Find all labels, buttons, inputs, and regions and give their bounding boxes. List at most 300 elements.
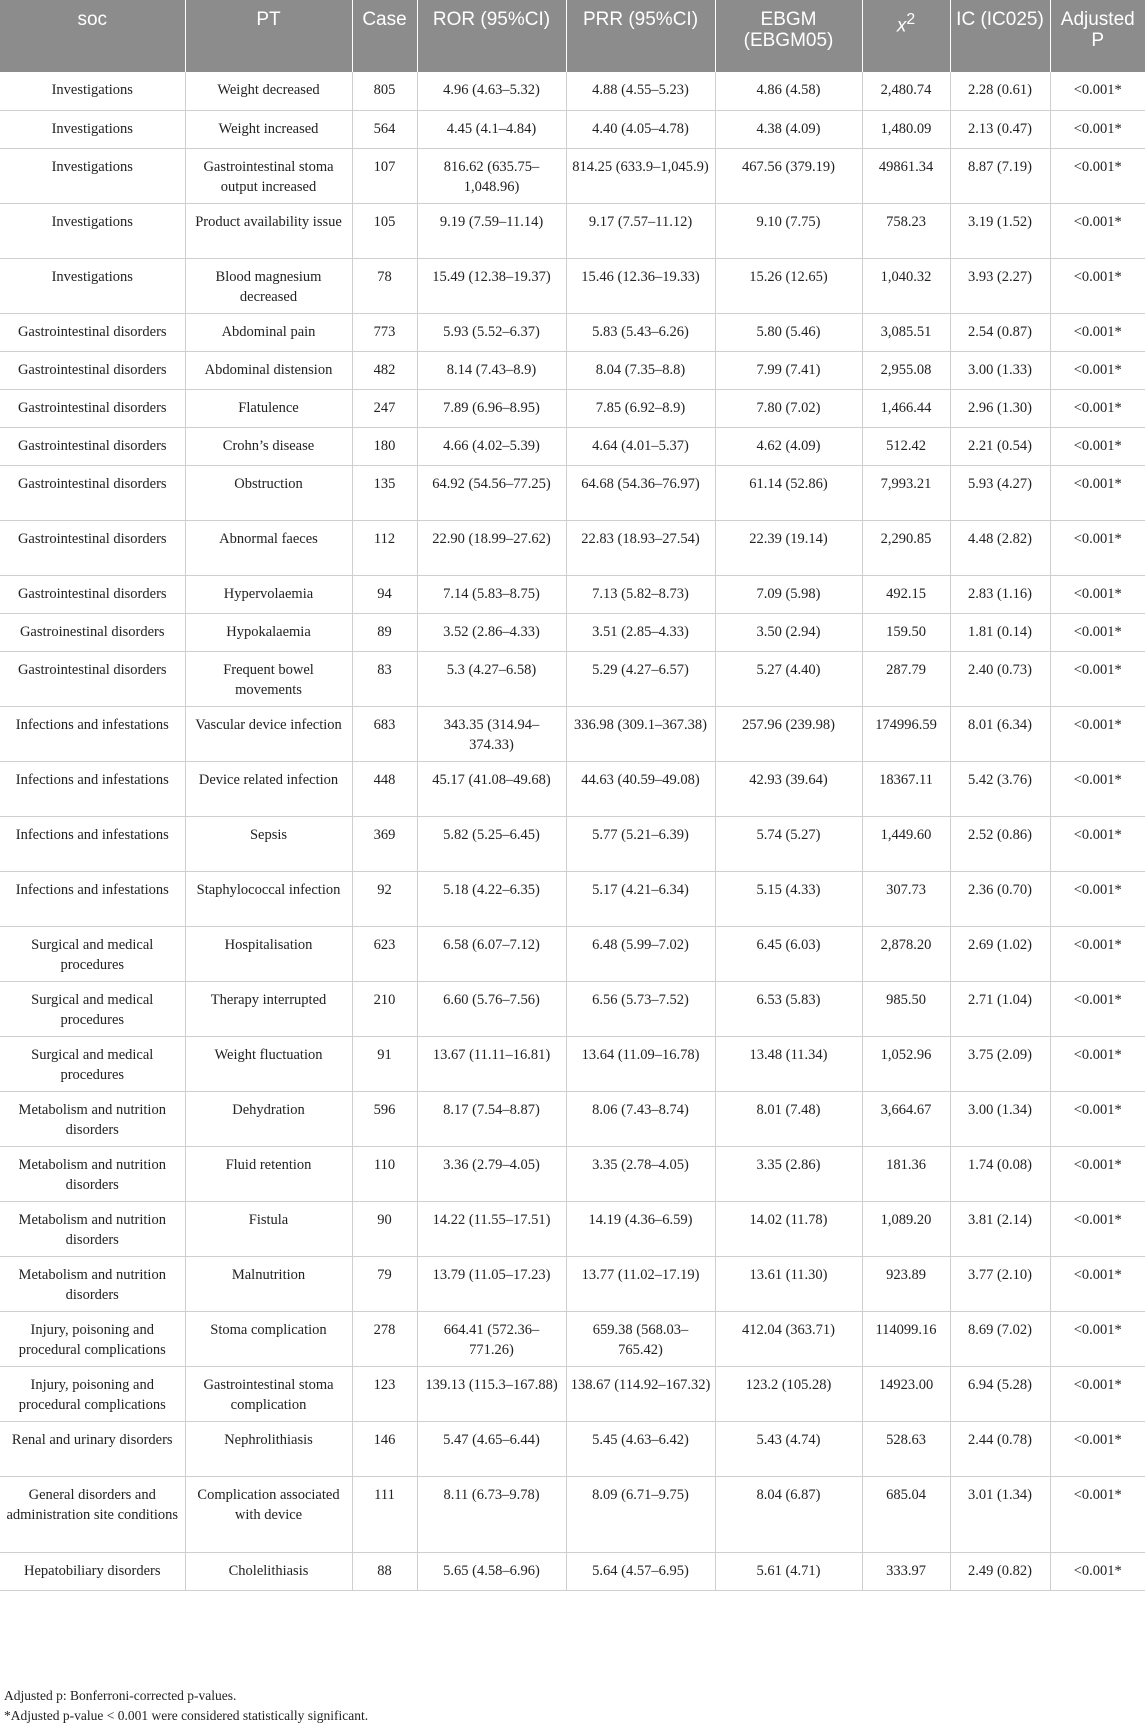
cell-ror: 816.62 (635.75–1,048.96) xyxy=(417,148,566,203)
cell-ror: 13.79 (11.05–17.23) xyxy=(417,1256,566,1311)
cell-ebgm: 5.43 (4.74) xyxy=(715,1421,862,1476)
cell-pt: Hospitalisation xyxy=(185,926,352,981)
cell-ror: 13.67 (11.11–16.81) xyxy=(417,1036,566,1091)
table-row xyxy=(0,313,1145,351)
cell-case: 83 xyxy=(352,651,417,706)
cell-case: 805 xyxy=(352,72,417,110)
cell-pt: Hypervolaemia xyxy=(185,575,352,613)
cell-soc: Surgical and medical procedures xyxy=(0,926,185,981)
cell-prr: 13.64 (11.09–16.78) xyxy=(566,1036,715,1091)
cell-ebgm: 4.62 (4.09) xyxy=(715,427,862,465)
cell-ebgm: 7.80 (7.02) xyxy=(715,389,862,427)
table-row xyxy=(0,1146,1145,1201)
cell-adjusted-p: <0.001* xyxy=(1050,926,1145,981)
cell-prr: 5.45 (4.63–6.42) xyxy=(566,1421,715,1476)
cell-soc: Investigations xyxy=(0,148,185,203)
cell-case: 773 xyxy=(352,313,417,351)
cell-adjusted-p: <0.001* xyxy=(1050,1256,1145,1311)
cell-case: 623 xyxy=(352,926,417,981)
cell-soc: General disorders and administration site conditions xyxy=(0,1476,185,1552)
cell-chi-square: 181.36 xyxy=(862,1146,950,1201)
header-chi-superscript: 2 xyxy=(906,11,916,28)
cell-ic: 2.96 (1.30) xyxy=(950,389,1050,427)
cell-case: 94 xyxy=(352,575,417,613)
cell-case: 88 xyxy=(352,1552,417,1590)
cell-ror: 64.92 (54.56–77.25) xyxy=(417,465,566,520)
cell-soc: Investigations xyxy=(0,110,185,148)
cell-ic: 2.44 (0.78) xyxy=(950,1421,1050,1476)
cell-chi-square: 1,480.09 xyxy=(862,110,950,148)
table-row xyxy=(0,1476,1145,1552)
cell-pt: Nephrolithiasis xyxy=(185,1421,352,1476)
cell-prr: 8.09 (6.71–9.75) xyxy=(566,1476,715,1552)
cell-adjusted-p: <0.001* xyxy=(1050,1091,1145,1146)
cell-case: 210 xyxy=(352,981,417,1036)
cell-adjusted-p: <0.001* xyxy=(1050,1201,1145,1256)
cell-ror: 4.66 (4.02–5.39) xyxy=(417,427,566,465)
cell-chi-square: 14923.00 xyxy=(862,1366,950,1421)
cell-adjusted-p: <0.001* xyxy=(1050,72,1145,110)
table-row xyxy=(0,1421,1145,1476)
cell-prr: 3.35 (2.78–4.05) xyxy=(566,1146,715,1201)
cell-prr: 659.38 (568.03–765.42) xyxy=(566,1311,715,1366)
cell-pt: Dehydration xyxy=(185,1091,352,1146)
cell-pt: Device related infection xyxy=(185,761,352,816)
cell-pt: Hypokalaemia xyxy=(185,613,352,651)
cell-ic: 3.19 (1.52) xyxy=(950,203,1050,258)
cell-pt: Vascular device infection xyxy=(185,706,352,761)
cell-soc: Gastrointestinal disorders xyxy=(0,520,185,575)
table-row xyxy=(0,148,1145,203)
cell-adjusted-p: <0.001* xyxy=(1050,1036,1145,1091)
cell-soc: Gastrointestinal disorders xyxy=(0,313,185,351)
cell-soc: Metabolism and nutrition disorders xyxy=(0,1091,185,1146)
cell-case: 112 xyxy=(352,520,417,575)
cell-soc: Infections and infestations xyxy=(0,706,185,761)
cell-pt: Fistula xyxy=(185,1201,352,1256)
cell-ebgm: 257.96 (239.98) xyxy=(715,706,862,761)
cell-ror: 8.17 (7.54–8.87) xyxy=(417,1091,566,1146)
cell-pt: Staphylococcal infection xyxy=(185,871,352,926)
cell-ror: 139.13 (115.3–167.88) xyxy=(417,1366,566,1421)
cell-pt: Stoma complication xyxy=(185,1311,352,1366)
cell-ebgm: 7.99 (7.41) xyxy=(715,351,862,389)
cell-ic: 2.36 (0.70) xyxy=(950,871,1050,926)
cell-prr: 7.13 (5.82–8.73) xyxy=(566,575,715,613)
cell-ebgm: 6.53 (5.83) xyxy=(715,981,862,1036)
table-row xyxy=(0,981,1145,1036)
cell-chi-square: 159.50 xyxy=(862,613,950,651)
cell-soc: Infections and infestations xyxy=(0,761,185,816)
cell-pt: Complication associated with device xyxy=(185,1476,352,1552)
header-ic: IC (IC025) xyxy=(950,0,1050,72)
cell-ror: 5.18 (4.22–6.35) xyxy=(417,871,566,926)
cell-chi-square: 923.89 xyxy=(862,1256,950,1311)
header-ebgm: EBGM (EBGM05) xyxy=(715,0,862,72)
header-prr: PRR (95%CI) xyxy=(566,0,715,72)
cell-soc: Investigations xyxy=(0,72,185,110)
cell-pt: Blood magnesium decreased xyxy=(185,258,352,313)
cell-ic: 3.81 (2.14) xyxy=(950,1201,1050,1256)
cell-soc: Gastrointestinal disorders xyxy=(0,465,185,520)
table-row xyxy=(0,575,1145,613)
cell-adjusted-p: <0.001* xyxy=(1050,981,1145,1036)
cell-soc: Gastrointestinal disorders xyxy=(0,427,185,465)
cell-soc: Injury, poisoning and procedural complications xyxy=(0,1366,185,1421)
cell-prr: 15.46 (12.36–19.33) xyxy=(566,258,715,313)
table-row xyxy=(0,1366,1145,1421)
cell-ebgm: 8.01 (7.48) xyxy=(715,1091,862,1146)
cell-prr: 5.17 (4.21–6.34) xyxy=(566,871,715,926)
cell-pt: Cholelithiasis xyxy=(185,1552,352,1590)
cell-case: 135 xyxy=(352,465,417,520)
cell-adjusted-p: <0.001* xyxy=(1050,427,1145,465)
cell-ic: 3.93 (2.27) xyxy=(950,258,1050,313)
cell-prr: 8.06 (7.43–8.74) xyxy=(566,1091,715,1146)
cell-chi-square: 333.97 xyxy=(862,1552,950,1590)
cell-case: 105 xyxy=(352,203,417,258)
cell-ic: 2.54 (0.87) xyxy=(950,313,1050,351)
cell-chi-square: 2,878.20 xyxy=(862,926,950,981)
cell-chi-square: 685.04 xyxy=(862,1476,950,1552)
cell-pt: Sepsis xyxy=(185,816,352,871)
header-pt: PT xyxy=(185,0,352,72)
cell-chi-square: 2,955.08 xyxy=(862,351,950,389)
table-row xyxy=(0,258,1145,313)
table-row xyxy=(0,110,1145,148)
cell-ebgm: 13.48 (11.34) xyxy=(715,1036,862,1091)
cell-case: 247 xyxy=(352,389,417,427)
table-row xyxy=(0,72,1145,110)
cell-prr: 44.63 (40.59–49.08) xyxy=(566,761,715,816)
cell-case: 91 xyxy=(352,1036,417,1091)
cell-ror: 9.19 (7.59–11.14) xyxy=(417,203,566,258)
cell-case: 107 xyxy=(352,148,417,203)
cell-ic: 4.48 (2.82) xyxy=(950,520,1050,575)
table-row xyxy=(0,706,1145,761)
cell-ic: 8.87 (7.19) xyxy=(950,148,1050,203)
cell-adjusted-p: <0.001* xyxy=(1050,1476,1145,1552)
cell-pt: Weight fluctuation xyxy=(185,1036,352,1091)
cell-adjusted-p: <0.001* xyxy=(1050,706,1145,761)
cell-soc: Surgical and medical procedures xyxy=(0,981,185,1036)
cell-case: 482 xyxy=(352,351,417,389)
cell-ebgm: 5.27 (4.40) xyxy=(715,651,862,706)
cell-case: 564 xyxy=(352,110,417,148)
table-row xyxy=(0,389,1145,427)
cell-adjusted-p: <0.001* xyxy=(1050,351,1145,389)
cell-adjusted-p: <0.001* xyxy=(1050,1311,1145,1366)
cell-pt: Gastrointestinal stoma complication xyxy=(185,1366,352,1421)
cell-chi-square: 114099.16 xyxy=(862,1311,950,1366)
cell-ic: 2.83 (1.16) xyxy=(950,575,1050,613)
cell-soc: Investigations xyxy=(0,203,185,258)
cell-chi-square: 1,040.32 xyxy=(862,258,950,313)
cell-prr: 5.83 (5.43–6.26) xyxy=(566,313,715,351)
cell-prr: 8.04 (7.35–8.8) xyxy=(566,351,715,389)
cell-soc: Investigations xyxy=(0,258,185,313)
cell-ic: 2.52 (0.86) xyxy=(950,816,1050,871)
cell-ic: 1.74 (0.08) xyxy=(950,1146,1050,1201)
cell-pt: Crohn’s disease xyxy=(185,427,352,465)
footnote-adjusted-p: Adjusted p: Bonferroni-corrected p-values. xyxy=(4,1688,237,1703)
cell-prr: 814.25 (633.9–1,045.9) xyxy=(566,148,715,203)
cell-ebgm: 8.04 (6.87) xyxy=(715,1476,862,1552)
table-row xyxy=(0,871,1145,926)
header-soc: soc xyxy=(0,0,185,72)
cell-pt: Abdominal distension xyxy=(185,351,352,389)
table-row xyxy=(0,1201,1145,1256)
cell-case: 180 xyxy=(352,427,417,465)
cell-ic: 8.01 (6.34) xyxy=(950,706,1050,761)
cell-ror: 3.52 (2.86–4.33) xyxy=(417,613,566,651)
cell-ic: 2.71 (1.04) xyxy=(950,981,1050,1036)
header-case: Case xyxy=(352,0,417,72)
cell-adjusted-p: <0.001* xyxy=(1050,1421,1145,1476)
cell-adjusted-p: <0.001* xyxy=(1050,258,1145,313)
cell-ebgm: 4.38 (4.09) xyxy=(715,110,862,148)
cell-prr: 4.64 (4.01–5.37) xyxy=(566,427,715,465)
cell-soc: Gastroinestinal disorders xyxy=(0,613,185,651)
cell-case: 146 xyxy=(352,1421,417,1476)
cell-ebgm: 3.50 (2.94) xyxy=(715,613,862,651)
cell-soc: Gastrointestinal disorders xyxy=(0,389,185,427)
cell-ebgm: 467.56 (379.19) xyxy=(715,148,862,203)
cell-prr: 9.17 (7.57–11.12) xyxy=(566,203,715,258)
cell-ic: 2.49 (0.82) xyxy=(950,1552,1050,1590)
cell-ror: 15.49 (12.38–19.37) xyxy=(417,258,566,313)
cell-ic: 5.42 (3.76) xyxy=(950,761,1050,816)
cell-chi-square: 307.73 xyxy=(862,871,950,926)
cell-ror: 7.14 (5.83–8.75) xyxy=(417,575,566,613)
cell-ror: 4.96 (4.63–5.32) xyxy=(417,72,566,110)
cell-soc: Metabolism and nutrition disorders xyxy=(0,1201,185,1256)
cell-ic: 6.94 (5.28) xyxy=(950,1366,1050,1421)
cell-ebgm: 7.09 (5.98) xyxy=(715,575,862,613)
cell-case: 89 xyxy=(352,613,417,651)
cell-ic: 2.69 (1.02) xyxy=(950,926,1050,981)
cell-chi-square: 174996.59 xyxy=(862,706,950,761)
cell-chi-square: 287.79 xyxy=(862,651,950,706)
cell-ror: 343.35 (314.94–374.33) xyxy=(417,706,566,761)
cell-adjusted-p: <0.001* xyxy=(1050,575,1145,613)
cell-chi-square: 1,466.44 xyxy=(862,389,950,427)
cell-ebgm: 13.61 (11.30) xyxy=(715,1256,862,1311)
cell-ebgm: 14.02 (11.78) xyxy=(715,1201,862,1256)
cell-prr: 5.29 (4.27–6.57) xyxy=(566,651,715,706)
table-row xyxy=(0,520,1145,575)
table-row xyxy=(0,465,1145,520)
footnote-significance: *Adjusted p-value < 0.001 were considered statistically significant. xyxy=(4,1708,369,1723)
cell-chi-square: 758.23 xyxy=(862,203,950,258)
cell-soc: Metabolism and nutrition disorders xyxy=(0,1146,185,1201)
cell-ror: 5.47 (4.65–6.44) xyxy=(417,1421,566,1476)
cell-ebgm: 61.14 (52.86) xyxy=(715,465,862,520)
table-row xyxy=(0,203,1145,258)
cell-prr: 5.77 (5.21–6.39) xyxy=(566,816,715,871)
cell-soc: Hepatobiliary disorders xyxy=(0,1552,185,1590)
cell-chi-square: 985.50 xyxy=(862,981,950,1036)
cell-prr: 6.56 (5.73–7.52) xyxy=(566,981,715,1036)
cell-prr: 138.67 (114.92–167.32) xyxy=(566,1366,715,1421)
cell-ic: 2.28 (0.61) xyxy=(950,72,1050,110)
cell-chi-square: 528.63 xyxy=(862,1421,950,1476)
cell-ebgm: 6.45 (6.03) xyxy=(715,926,862,981)
cell-case: 448 xyxy=(352,761,417,816)
cell-ic: 5.93 (4.27) xyxy=(950,465,1050,520)
cell-pt: Abnormal faeces xyxy=(185,520,352,575)
cell-case: 123 xyxy=(352,1366,417,1421)
cell-ror: 5.3 (4.27–6.58) xyxy=(417,651,566,706)
cell-prr: 5.64 (4.57–6.95) xyxy=(566,1552,715,1590)
cell-prr: 14.19 (4.36–6.59) xyxy=(566,1201,715,1256)
cell-prr: 4.88 (4.55–5.23) xyxy=(566,72,715,110)
cell-ebgm: 15.26 (12.65) xyxy=(715,258,862,313)
cell-case: 111 xyxy=(352,1476,417,1552)
cell-ror: 22.90 (18.99–27.62) xyxy=(417,520,566,575)
cell-ic: 3.00 (1.34) xyxy=(950,1091,1050,1146)
cell-ebgm: 5.15 (4.33) xyxy=(715,871,862,926)
cell-ebgm: 5.80 (5.46) xyxy=(715,313,862,351)
header-adjusted-p: Adjusted P xyxy=(1050,0,1145,72)
cell-ror: 4.45 (4.1–4.84) xyxy=(417,110,566,148)
cell-ebgm: 5.74 (5.27) xyxy=(715,816,862,871)
cell-ror: 45.17 (41.08–49.68) xyxy=(417,761,566,816)
cell-adjusted-p: <0.001* xyxy=(1050,465,1145,520)
cell-ebgm: 5.61 (4.71) xyxy=(715,1552,862,1590)
cell-pt: Obstruction xyxy=(185,465,352,520)
cell-case: 596 xyxy=(352,1091,417,1146)
cell-chi-square: 7,993.21 xyxy=(862,465,950,520)
cell-soc: Renal and urinary disorders xyxy=(0,1421,185,1476)
cell-chi-square: 49861.34 xyxy=(862,148,950,203)
cell-chi-square: 1,449.60 xyxy=(862,816,950,871)
cell-prr: 6.48 (5.99–7.02) xyxy=(566,926,715,981)
cell-soc: Surgical and medical procedures xyxy=(0,1036,185,1091)
cell-adjusted-p: <0.001* xyxy=(1050,613,1145,651)
cell-ic: 3.00 (1.33) xyxy=(950,351,1050,389)
cell-pt: Gastrointestinal stoma output increased xyxy=(185,148,352,203)
cell-pt: Flatulence xyxy=(185,389,352,427)
table-row xyxy=(0,1552,1145,1590)
cell-ror: 8.14 (7.43–8.9) xyxy=(417,351,566,389)
cell-adjusted-p: <0.001* xyxy=(1050,1366,1145,1421)
cell-adjusted-p: <0.001* xyxy=(1050,203,1145,258)
cell-ror: 5.93 (5.52–6.37) xyxy=(417,313,566,351)
header-row xyxy=(0,0,1145,72)
cell-ic: 8.69 (7.02) xyxy=(950,1311,1050,1366)
cell-chi-square: 1,089.20 xyxy=(862,1201,950,1256)
cell-pt: Frequent bowel movements xyxy=(185,651,352,706)
cell-ic: 2.13 (0.47) xyxy=(950,110,1050,148)
cell-adjusted-p: <0.001* xyxy=(1050,1146,1145,1201)
cell-adjusted-p: <0.001* xyxy=(1050,148,1145,203)
cell-pt: Weight increased xyxy=(185,110,352,148)
cell-ic: 1.81 (0.14) xyxy=(950,613,1050,651)
cell-chi-square: 1,052.96 xyxy=(862,1036,950,1091)
cell-adjusted-p: <0.001* xyxy=(1050,651,1145,706)
table-row xyxy=(0,427,1145,465)
table-body xyxy=(0,72,1145,1590)
cell-chi-square: 492.15 xyxy=(862,575,950,613)
table-row xyxy=(0,816,1145,871)
cell-chi-square: 2,480.74 xyxy=(862,72,950,110)
cell-pt: Therapy interrupted xyxy=(185,981,352,1036)
cell-case: 278 xyxy=(352,1311,417,1366)
cell-chi-square: 512.42 xyxy=(862,427,950,465)
table-row xyxy=(0,1091,1145,1146)
cell-prr: 22.83 (18.93–27.54) xyxy=(566,520,715,575)
cell-case: 90 xyxy=(352,1201,417,1256)
cell-ebgm: 3.35 (2.86) xyxy=(715,1146,862,1201)
cell-ror: 6.60 (5.76–7.56) xyxy=(417,981,566,1036)
cell-ror: 7.89 (6.96–8.95) xyxy=(417,389,566,427)
cell-ic: 2.40 (0.73) xyxy=(950,651,1050,706)
cell-ror: 664.41 (572.36–771.26) xyxy=(417,1311,566,1366)
table-row xyxy=(0,1256,1145,1311)
cell-ic: 2.21 (0.54) xyxy=(950,427,1050,465)
cell-chi-square: 18367.11 xyxy=(862,761,950,816)
cell-case: 92 xyxy=(352,871,417,926)
cell-soc: Gastrointestinal disorders xyxy=(0,351,185,389)
header-chi-symbol: x xyxy=(896,15,907,37)
cell-soc: Infections and infestations xyxy=(0,816,185,871)
table-row xyxy=(0,651,1145,706)
cell-ebgm: 123.2 (105.28) xyxy=(715,1366,862,1421)
header-ror: ROR (95%CI) xyxy=(417,0,566,72)
cell-pt: Malnutrition xyxy=(185,1256,352,1311)
cell-case: 110 xyxy=(352,1146,417,1201)
cell-soc: Injury, poisoning and procedural complications xyxy=(0,1311,185,1366)
cell-ebgm: 42.93 (39.64) xyxy=(715,761,862,816)
cell-adjusted-p: <0.001* xyxy=(1050,520,1145,575)
cell-ror: 5.82 (5.25–6.45) xyxy=(417,816,566,871)
cell-adjusted-p: <0.001* xyxy=(1050,389,1145,427)
cell-adjusted-p: <0.001* xyxy=(1050,313,1145,351)
cell-prr: 13.77 (11.02–17.19) xyxy=(566,1256,715,1311)
cell-adjusted-p: <0.001* xyxy=(1050,816,1145,871)
cell-ic: 3.77 (2.10) xyxy=(950,1256,1050,1311)
cell-ror: 8.11 (6.73–9.78) xyxy=(417,1476,566,1552)
cell-ebgm: 22.39 (19.14) xyxy=(715,520,862,575)
cell-pt: Abdominal pain xyxy=(185,313,352,351)
cell-pt: Weight decreased xyxy=(185,72,352,110)
header-chi-square xyxy=(862,0,950,72)
cell-prr: 7.85 (6.92–8.9) xyxy=(566,389,715,427)
table-row xyxy=(0,926,1145,981)
cell-prr: 336.98 (309.1–367.38) xyxy=(566,706,715,761)
cell-ebgm: 9.10 (7.75) xyxy=(715,203,862,258)
cell-prr: 4.40 (4.05–4.78) xyxy=(566,110,715,148)
table-row xyxy=(0,1311,1145,1366)
cell-chi-square: 3,085.51 xyxy=(862,313,950,351)
cell-adjusted-p: <0.001* xyxy=(1050,1552,1145,1590)
cell-pt: Fluid retention xyxy=(185,1146,352,1201)
cell-chi-square: 3,664.67 xyxy=(862,1091,950,1146)
cell-ic: 3.75 (2.09) xyxy=(950,1036,1050,1091)
cell-case: 78 xyxy=(352,258,417,313)
cell-case: 369 xyxy=(352,816,417,871)
cell-soc: Metabolism and nutrition disorders xyxy=(0,1256,185,1311)
cell-ror: 14.22 (11.55–17.51) xyxy=(417,1201,566,1256)
cell-pt: Product availability issue xyxy=(185,203,352,258)
cell-ebgm: 412.04 (363.71) xyxy=(715,1311,862,1366)
table-row xyxy=(0,1036,1145,1091)
cell-ror: 5.65 (4.58–6.96) xyxy=(417,1552,566,1590)
cell-ebgm: 4.86 (4.58) xyxy=(715,72,862,110)
cell-soc: Gastrointestinal disorders xyxy=(0,651,185,706)
cell-soc: Gastrointestinal disorders xyxy=(0,575,185,613)
